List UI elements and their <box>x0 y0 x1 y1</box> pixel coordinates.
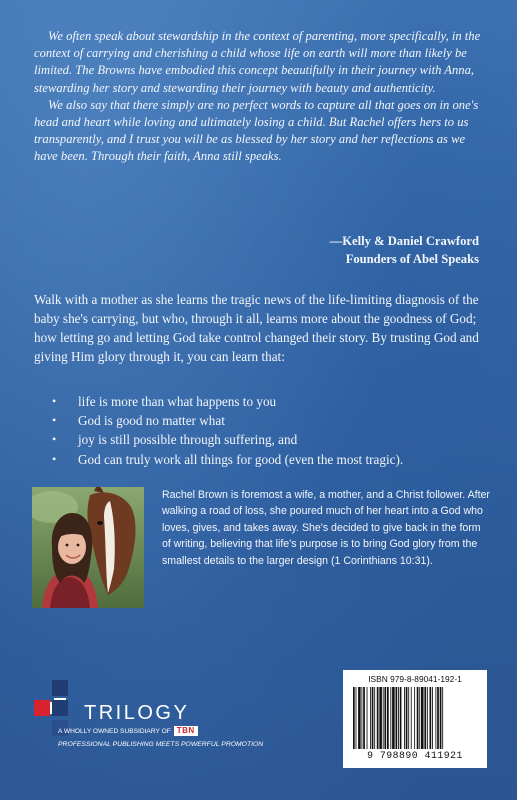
barcode-bar <box>362 687 363 749</box>
barcode-bar <box>411 687 412 749</box>
list-item <box>52 392 492 411</box>
barcode-bar <box>379 687 382 749</box>
barcode-bar <box>370 687 371 749</box>
list-item <box>52 430 492 449</box>
barcode-panel <box>343 670 487 768</box>
barcode-bar <box>383 687 384 749</box>
list-item-text: joy is still possible through suffering, and <box>78 432 298 448</box>
barcode-bar <box>356 687 357 749</box>
publisher-tagline: PROFESSIONAL PUBLISHING MEETS POWERFUL PROMOTION <box>58 741 264 748</box>
barcode-bar <box>353 687 355 749</box>
book-description <box>34 290 484 366</box>
endorsement-attribution <box>330 232 479 268</box>
barcode-bar <box>358 687 361 749</box>
author-bio <box>162 487 490 569</box>
bullet-icon: • <box>52 413 57 428</box>
list-item-text: God is good no matter what <box>78 413 225 429</box>
barcode-bar <box>421 687 424 749</box>
barcode-bar <box>392 687 395 749</box>
barcode-bar <box>440 687 442 749</box>
barcode-bar <box>367 687 368 749</box>
bullet-icon: • <box>52 432 57 447</box>
barcode-bar <box>396 687 398 749</box>
barcode-bar <box>374 687 375 749</box>
barcode-icon <box>351 687 479 749</box>
barcode-bar <box>419 687 420 749</box>
takeaway-list <box>52 392 492 469</box>
barcode-bar <box>442 687 443 749</box>
barcode-bar <box>427 687 428 749</box>
attribution-name: —Kelly & Daniel Crawford <box>329 234 479 248</box>
author-bio-text: Rachel Brown is foremost a wife, a mother, and a Christ follower. After walking a road of loss, she poured much of her heart into a God who loves, gives, and takes away. She's decided to give back in the form of writing, believing that life's purpose is to bring God glory from the smallest details to the larger design (1 Corinthians 10:31). <box>162 489 490 567</box>
barcode-bar <box>404 687 405 749</box>
barcode-bar <box>424 687 426 749</box>
isbn-label: ISBN 979-8-89041-192-1 <box>368 674 462 684</box>
list-item-text: life is more than what happens to you <box>78 394 277 409</box>
barcode-bar <box>387 687 389 749</box>
bullet-icon: • <box>52 451 57 466</box>
barcode-bar <box>398 687 399 749</box>
list-item <box>52 411 492 430</box>
barcode-bar <box>430 687 432 749</box>
barcode-bar <box>408 687 409 749</box>
endorsement-quote <box>34 28 482 166</box>
list-item <box>52 450 492 469</box>
barcode-bar <box>417 687 419 749</box>
barcode-number: 9 798890 411921 <box>367 750 463 761</box>
list-item-text: God can truly work all things for good (even the most tragic). <box>78 451 404 467</box>
barcode-bar <box>377 687 379 749</box>
barcode-bar <box>437 687 439 749</box>
barcode-bar <box>390 687 391 749</box>
barcode-bar <box>406 687 408 749</box>
endorsement-paragraph: We often speak about stewardship in the context of parenting, more specifically, in the context of carrying and cherishing a child whose life on earth will more than likely be limited. The Browns have embodied this concept beautifully in their journey with Anna, stewarding her story and stewarding their journey with beauty and authenticity. <box>34 29 481 95</box>
author-photo <box>32 487 144 608</box>
barcode-bar <box>432 687 433 749</box>
attribution-organization: Founders of Abel Speaks <box>345 252 479 266</box>
barcode-bar <box>363 687 365 749</box>
barcode-bar <box>435 687 436 749</box>
barcode-bar <box>384 687 386 749</box>
endorsement-paragraph: We also say that there simply are no perfect words to capture all that goes on in one's head and heart while loving and ultimately losing a child. But Rachel offers hers to us transparently, and I trust you will be as blessed by her story and her reflections as we have been. Through their faith, Anna still speaks. <box>34 97 479 164</box>
barcode-bar <box>414 687 415 749</box>
publisher-name: TRILOGY <box>84 702 190 724</box>
book-description-text: Walk with a mother as she learns the tragic news of the life-limiting diagnosis of the baby she's carrying, but who, through it all, learns more about the goodness of God; how letting go and letting God take control changed their story. By trusting God and giving Him glory through it, you can learn that: <box>34 292 479 364</box>
publisher-subsidiary <box>58 726 198 737</box>
author-with-horse-image <box>32 487 144 608</box>
barcode-bar <box>400 687 402 749</box>
barcode-bar <box>372 687 374 749</box>
subsidiary-text: A WHOLLY OWNED SUBSIDIARY OF <box>58 727 171 735</box>
bullet-icon: • <box>52 394 57 408</box>
tbn-logo: TBN <box>174 726 198 736</box>
